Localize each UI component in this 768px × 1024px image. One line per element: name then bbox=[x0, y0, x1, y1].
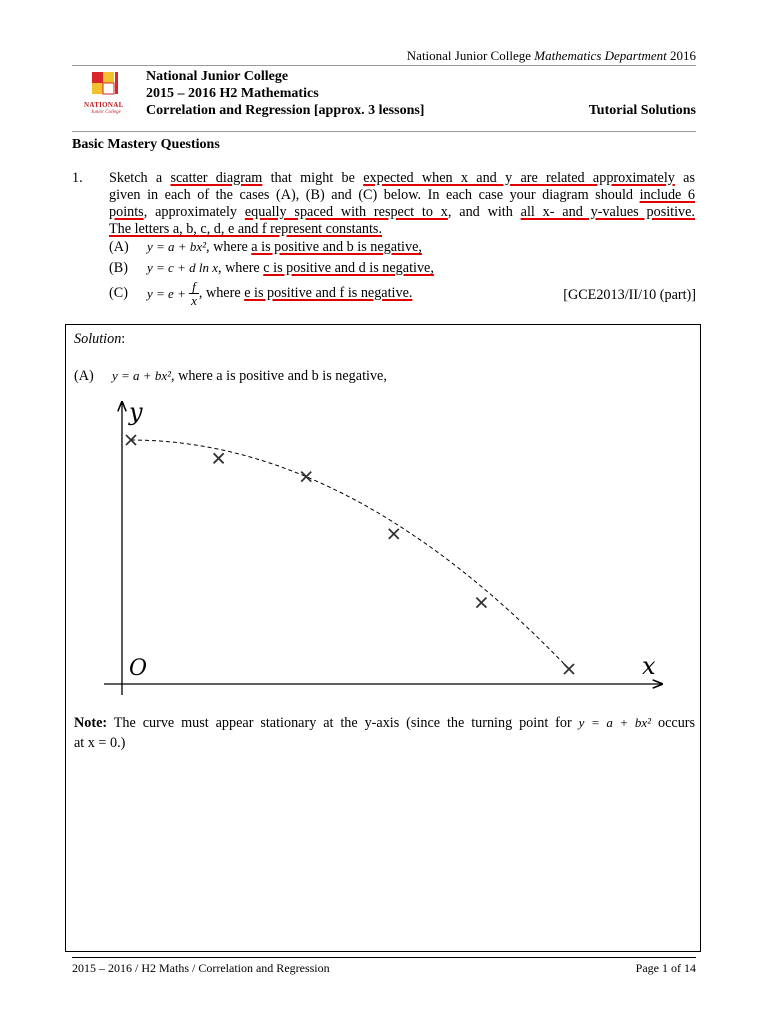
x-axis-label: x bbox=[642, 652, 656, 680]
case-a-label: (A) bbox=[109, 239, 129, 255]
running-header: National Junior College Mathematics Department 2016 bbox=[406, 48, 696, 63]
case-a: (A) y = a + bx², where a is positive and b is negative, bbox=[109, 239, 422, 255]
college-name: National Junior College bbox=[146, 69, 289, 84]
solution-note-line-2: at x = 0.) bbox=[74, 735, 126, 751]
case-a-formula: y = a + bx² bbox=[147, 239, 206, 254]
footer-right: Page 1 of 14 bbox=[635, 961, 696, 975]
case-c-fraction: $\frac{f}{x}$ bbox=[191, 279, 197, 308]
case-b-formula: y = c + d ln x bbox=[147, 260, 218, 275]
case-b-label: (B) bbox=[109, 260, 128, 276]
question-line-3: points, approximately equally spaced with respect to x, and with all x- and y-values positive. bbox=[109, 204, 695, 220]
solution-title: Solution: bbox=[74, 331, 126, 347]
y-axis-label: y bbox=[129, 398, 143, 426]
solution-note-line-1: Note: The curve must appear stationary at the y-axis (since the turning point for y = a + bx² occurs bbox=[74, 715, 696, 731]
case-c: (C) y = e + $\frac{f}{x}$ , where e is positive and f is negative. bbox=[109, 279, 413, 308]
solution-part-a: (A) y = a + bx², where a is positive and b is negative, bbox=[74, 368, 387, 384]
footer-rule bbox=[72, 957, 696, 958]
question-line-4: The letters a, b, c, d, e and f represent constants. bbox=[109, 221, 383, 237]
footer-left: 2015 – 2016 / H2 Maths / Correlation and Regression bbox=[72, 961, 330, 975]
question-line-2: given in each of the cases (A), (B) and (C) below. In each case your diagram should include 6 bbox=[109, 187, 695, 203]
data-point-marker bbox=[564, 664, 574, 674]
data-point-marker bbox=[476, 598, 486, 608]
case-c-formula: y = e + bbox=[147, 286, 190, 301]
logo-text: NATIONAL bbox=[84, 101, 124, 109]
doc-type: Tutorial Solutions bbox=[588, 103, 696, 118]
question-reference: [GCE2013/II/10 (part)] bbox=[563, 287, 696, 303]
case-b: (B) y = c + d ln x, where c is positive and d is negative, bbox=[109, 260, 434, 276]
course-title: 2015 – 2016 H2 Mathematics bbox=[146, 86, 319, 101]
section-title: Basic Mastery Questions bbox=[72, 137, 220, 152]
origin-label: O bbox=[129, 656, 148, 681]
case-c-label: (C) bbox=[109, 285, 128, 301]
data-point-marker bbox=[389, 529, 399, 539]
topic-title: Correlation and Regression [approx. 3 lessons] bbox=[146, 103, 425, 118]
question-number: 1. bbox=[72, 170, 83, 186]
logo-subtext: Junior College bbox=[91, 110, 121, 115]
question-line-1: Sketch a scatter diagram that might be expected when x and y are related approximately as bbox=[109, 170, 695, 186]
dashed-curve bbox=[131, 440, 569, 669]
data-point-marker bbox=[301, 472, 311, 482]
data-point-marker bbox=[214, 453, 224, 463]
